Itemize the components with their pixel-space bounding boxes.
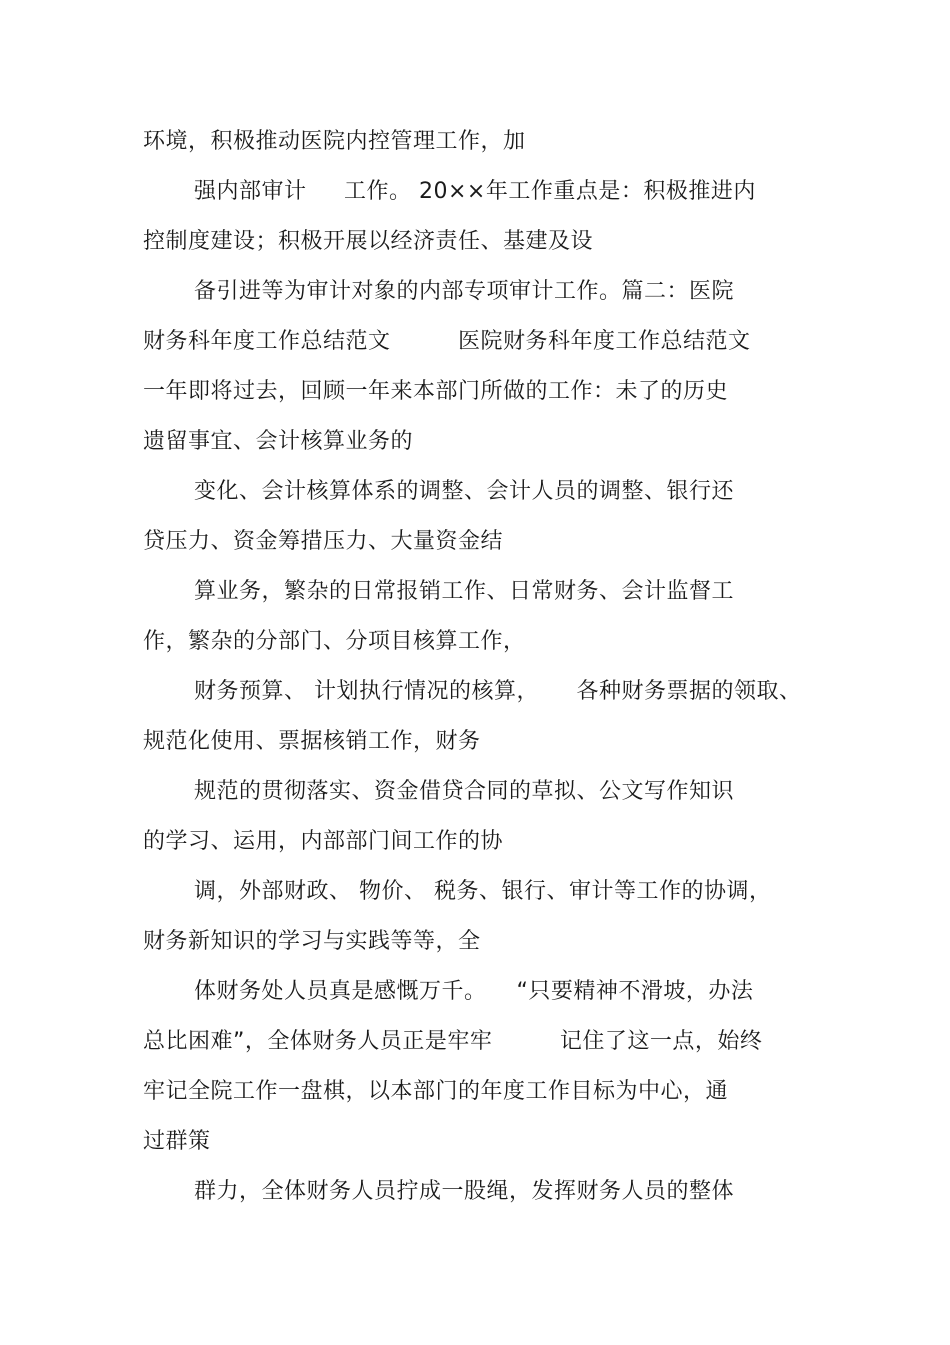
text-line-3: 控制度建设；积极开展以经济责任、基建及设	[143, 229, 594, 254]
text-line-12: 财务预算、 计划执行情况的核算， 各种财务票据的领取、	[194, 679, 802, 704]
text-line-11: 作，繁杂的分部门、分项目核算工作，	[143, 629, 526, 654]
text-line-9: 贷压力、资金筹措压力、大量资金结	[143, 529, 504, 554]
text-line-13: 规范化使用、票据核销工作，财务	[143, 729, 481, 754]
text-line-22: 群力，全体财务人员拧成一股绳，发挥财务人员的整体	[194, 1179, 735, 1204]
text-line-4: 备引进等为审计对象的内部专项审计工作。篇二：医院	[194, 279, 735, 304]
text-line-14: 规范的贯彻落实、资金借贷合同的草拟、公文写作知识	[194, 779, 735, 804]
text-line-21: 过群策	[143, 1129, 211, 1154]
text-line-2: 强内部审计 工作。 20××年工作重点是：积极推进内	[194, 179, 756, 204]
text-line-17: 财务新知识的学习与实践等等，全	[143, 929, 481, 954]
text-line-18: 体财务处人员真是感慨万千。 “只要精神不滑坡，办法	[194, 979, 754, 1004]
text-line-7: 遗留事宜、会计核算业务的	[143, 429, 414, 454]
text-line-16: 调，外部财政、 物价、 税务、银行、审计等工作的协调，	[194, 879, 772, 904]
text-line-6: 一年即将过去，回顾一年来本部门所做的工作：未了的历史	[143, 379, 729, 404]
text-line-10: 算业务，繁杂的日常报销工作、日常财务、会计监督工	[194, 579, 735, 604]
text-line-8: 变化、会计核算体系的调整、会计人员的调整、银行还	[194, 479, 735, 504]
text-line-15: 的学习、运用，内部部门间工作的协	[143, 829, 504, 854]
text-line-5: 财务科年度工作总结范文 医院财务科年度工作总结范文	[143, 329, 751, 354]
text-line-20: 牢记全院工作一盘棋，以本部门的年度工作目标为中心，通	[143, 1079, 729, 1104]
text-line-1: 环境，积极推动医院内控管理工作，加	[143, 129, 526, 154]
text-line-19: 总比困难”，全体财务人员正是牢牢 记住了这一点，始终	[143, 1029, 763, 1054]
